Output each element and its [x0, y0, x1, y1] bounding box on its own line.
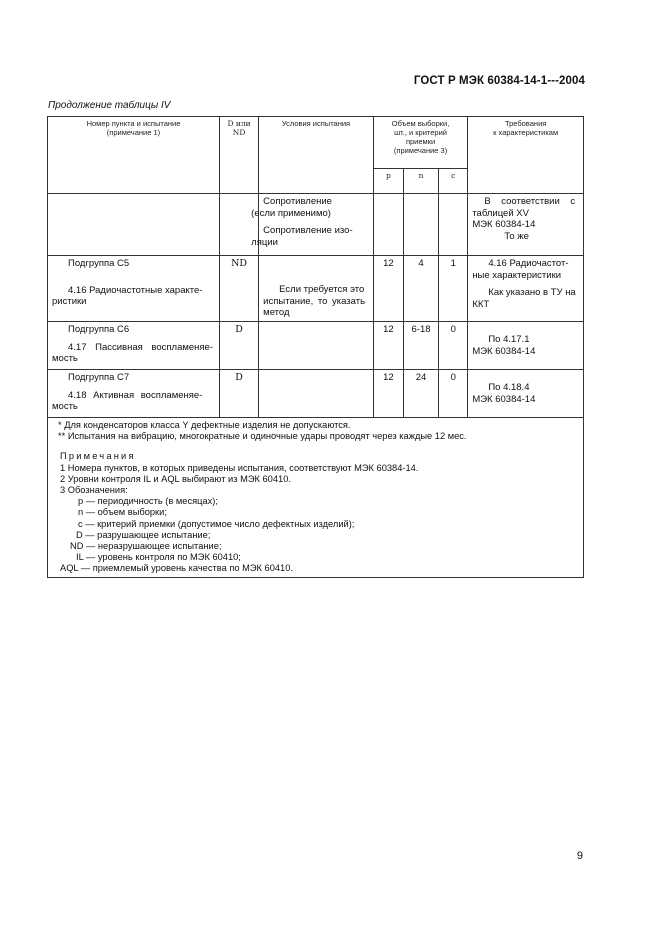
req-line: МЭК 60384-14: [472, 345, 536, 357]
cell-n: 4: [403, 256, 438, 322]
cell-p: 12: [373, 322, 403, 370]
header-requirements-line: к характеристикам: [493, 128, 559, 137]
test-line: 4.18 Активная воспламеняе-: [68, 389, 203, 401]
req-line: МЭК 60384-14: [472, 219, 536, 230]
cell-clause: [48, 194, 220, 256]
table-caption: Продолжение таблицы IV: [48, 100, 171, 111]
cell-p: 12: [373, 370, 403, 418]
cell-c: [439, 194, 468, 256]
cell-clause: [48, 256, 220, 322]
cell-conditions: [259, 370, 374, 418]
header-sample-line: приемки: [405, 137, 436, 146]
group-label: Подгруппа С7: [68, 372, 130, 383]
req-line: Как указано в ТУ на: [488, 287, 576, 298]
cell-p: 12: [373, 256, 403, 322]
note-line: n — объем выборки;: [78, 507, 167, 518]
header-conditions: Условия испытания: [259, 117, 374, 194]
footnote: * Для конденсаторов класса Y дефектные изделия не допускаются.: [58, 420, 351, 430]
header-sample: [373, 117, 468, 169]
note-line: 2 Уровни контроля IL и AQL выбирают из МЭК 60410.: [60, 473, 291, 484]
header-requirements-line: Требования: [504, 119, 547, 128]
test-line: 4.16 Радиочастотные характе-: [68, 284, 203, 296]
cond-line: ляции: [251, 236, 278, 248]
cell-code: D: [219, 322, 258, 370]
header-requirements: [468, 117, 584, 194]
req-line: таблицей XV: [472, 207, 529, 219]
cell-code: D: [219, 370, 258, 418]
req-line: 4.16 Радиочастот-: [488, 258, 569, 269]
notes-cell: [48, 418, 584, 578]
cell-requirements: [468, 370, 584, 418]
test-line: мость: [52, 353, 78, 364]
cell-conditions: [251, 194, 374, 256]
header-clause-line: (примечание 1): [106, 128, 161, 137]
test-line: 4.17 Пассивная воспламеняе-: [68, 341, 214, 353]
header-clause-line: Номер пункта и испытание: [86, 119, 181, 128]
test-line: ристики: [52, 296, 87, 307]
footnote: ** Испытания на вибрацию, многократные и одиночные удары проводят через каждые 12 мес.: [58, 431, 467, 442]
cell-n: 24: [403, 370, 438, 418]
cell-c: 1: [439, 256, 468, 322]
note-line: AQL — приемлемый уровень качества по МЭК 60410.: [60, 563, 293, 574]
page-number: 9: [576, 850, 583, 862]
cell-n: 6-18: [403, 322, 438, 370]
cond-line: Сопротивление: [263, 196, 332, 207]
header-d-nd: [219, 117, 258, 194]
req-line: По 4.18.4: [488, 382, 530, 393]
cell-c: 0: [439, 322, 468, 370]
cond-line: Сопротивление изо-: [263, 225, 353, 236]
cell-requirements: [468, 194, 584, 256]
test-table: [47, 116, 584, 578]
table-row: [48, 322, 584, 370]
req-line: По 4.17.1: [488, 334, 530, 345]
header-clause: [48, 117, 220, 194]
note-line: IL — уровень контроля по МЭК 60410;: [76, 552, 241, 563]
req-line: В соответствии с: [484, 196, 576, 207]
note-line: 1 Номера пунктов, в которых приведены испытания, соответствуют МЭК 60384-14.: [60, 462, 419, 473]
cell-clause: [48, 322, 220, 370]
header-d-nd-line: D или: [227, 119, 251, 128]
req-line: ККТ: [472, 298, 490, 310]
req-line: МЭК 60384-14: [472, 393, 536, 405]
header-p: p: [373, 168, 403, 193]
notes-row: [48, 418, 584, 578]
cond-line: испытание, то указать: [263, 295, 366, 307]
header-sample-line: Объем выборки,: [391, 119, 450, 128]
cond-line: метод: [263, 307, 290, 318]
cell-conditions: [259, 256, 374, 322]
req-line: То же: [504, 230, 529, 242]
cell-clause: [48, 370, 220, 418]
table-row: [48, 256, 584, 322]
group-label: Подгруппа С6: [68, 324, 130, 335]
cell-conditions: [259, 322, 374, 370]
note-line: 3 Обозначения:: [60, 485, 128, 496]
header-d-nd-line: ND: [232, 128, 246, 137]
cell-requirements: [468, 322, 584, 370]
cond-line: (если применимо): [251, 207, 331, 219]
table-row: [48, 194, 584, 256]
req-line: ные характеристики: [472, 269, 562, 281]
cond-line: Если требуется это: [279, 284, 365, 295]
note-line: ND — неразрушающее испытание;: [70, 541, 222, 552]
cell-n: [403, 194, 438, 256]
notes-title: Примечания: [60, 451, 136, 462]
cell-c: 0: [439, 370, 468, 418]
note-line: p — периодичность (в месяцах);: [78, 496, 218, 507]
cell-requirements: [468, 256, 584, 322]
header-c: c: [439, 168, 468, 193]
test-line: мость: [52, 401, 78, 412]
header-n: n: [403, 168, 438, 193]
header-sample-line: шт., и критерий: [394, 128, 447, 137]
note-line: D — разрушающее испытание;: [76, 529, 211, 540]
group-label: Подгруппа С5: [68, 258, 130, 269]
table-row: [48, 370, 584, 418]
table-header-row: [48, 117, 584, 169]
cell-code: ND: [219, 256, 258, 322]
header-sample-line: (примечание 3): [393, 146, 448, 155]
document-code: ГОСТ Р МЭК 60384-14-1---2004: [413, 75, 585, 87]
cell-p: [373, 194, 403, 256]
note-line: с — критерий приемки (допустимое число дефектных изделий);: [78, 518, 355, 529]
